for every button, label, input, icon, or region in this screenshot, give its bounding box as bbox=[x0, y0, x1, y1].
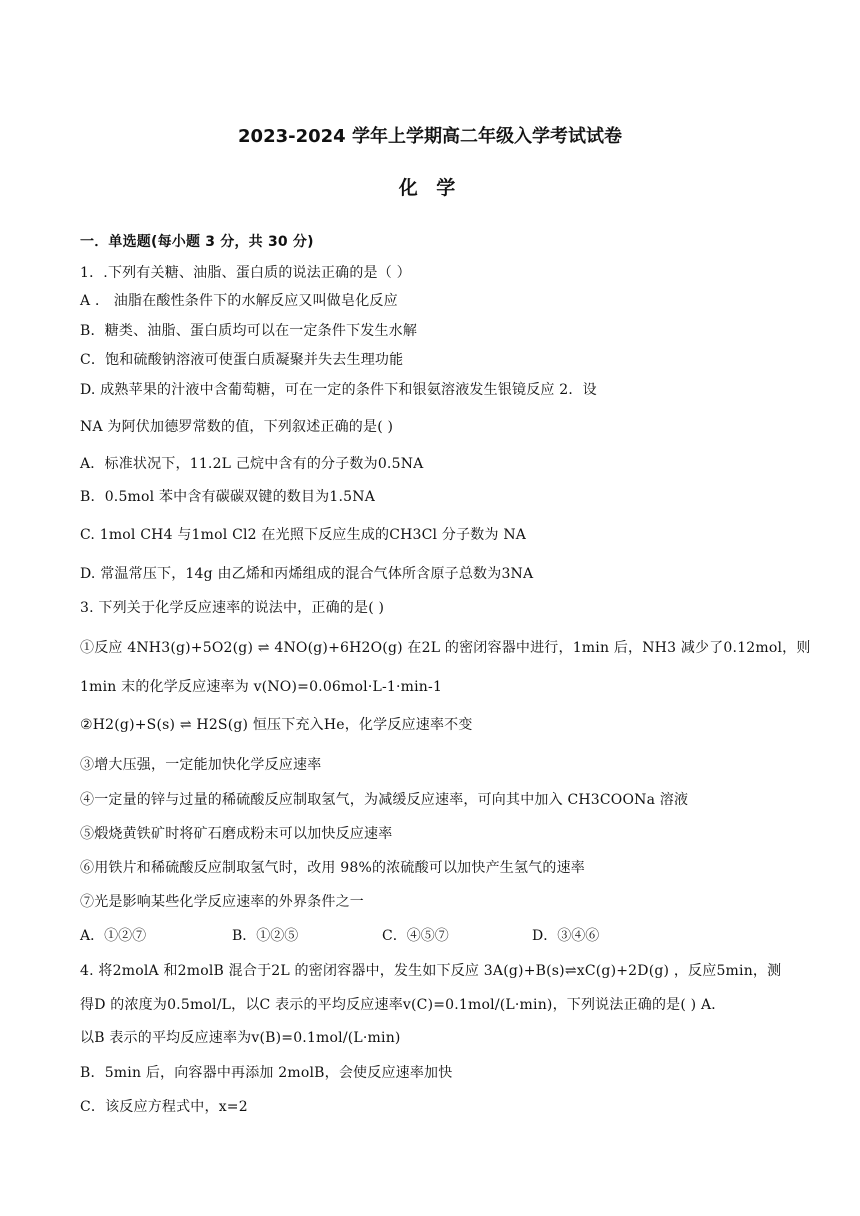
question-line: 3. 下列关于化学反应速率的说法中，正确的是( ) bbox=[80, 600, 385, 616]
question-line: C. 1mol CH4 与1mol Cl2 在光照下反应生成的CH3Cl 分子数为 NA bbox=[80, 527, 527, 543]
question-line: 1min 末的化学反应速率为 v(NO)=0.06mol·L-1·min-1 bbox=[80, 679, 443, 695]
exam-title: 2023-2024 学年上学期高二年级入学考试试卷 bbox=[238, 126, 622, 147]
question-line: ③增大压强，一定能加快化学反应速率 bbox=[80, 757, 322, 773]
option-c: C．④⑤⑦ bbox=[382, 928, 449, 944]
question-line: 以B 表示的平均反应速率为v(B)=0.1mol/(L·min) bbox=[80, 1030, 401, 1046]
question-line: ⑤煅烧黄铁矿时将矿石磨成粉末可以加快反应速率 bbox=[80, 826, 393, 842]
question-line: ②H2(g)+S(s) ⇌ H2S(g) 恒压下充入He，化学反应速率不变 bbox=[80, 717, 473, 733]
question-line: A．标准状况下，11.2L 己烷中含有的分子数为0.5NA bbox=[80, 456, 424, 472]
option-d: D．③④⑥ bbox=[532, 928, 600, 944]
question-line: 1．.下列有关糖、油脂、蛋白质的说法正确的是（ ） bbox=[80, 265, 411, 281]
question-line: ①反应 4NH3(g)+5O2(g) ⇌ 4NO(g)+6H2O(g) 在2L 的密闭容器中进行，1min 后，NH3 减少了0.12mol，则 bbox=[80, 640, 811, 656]
option-b: B．①②⑤ bbox=[232, 928, 299, 944]
option-a: A．①②⑦ bbox=[80, 928, 147, 944]
question-line: B．糖类、油脂、蛋白质均可以在一定条件下发生水解 bbox=[80, 323, 418, 339]
question-line: D. 成熟苹果的汁液中含葡萄糖，可在一定的条件下和银氨溶液发生银镜反应 2．设 bbox=[80, 382, 597, 398]
question-line: ⑥用铁片和稀硫酸反应制取氢气时，改用 98%的浓硫酸可以加快产生氢气的速率 bbox=[80, 860, 585, 876]
question-line: C．该反应方程式中，x=2 bbox=[80, 1099, 248, 1115]
section-heading: 一．单选题(每小题 3 分，共 30 分) bbox=[80, 234, 314, 250]
question-line: ④一定量的锌与过量的稀硫酸反应制取氢气，为减缓反应速率，可向其中加入 CH3COONa 溶液 bbox=[80, 792, 689, 808]
question-line: ⑦光是影响某些化学反应速率的外界条件之一 bbox=[80, 894, 364, 910]
question-line: B．5min 后，向容器中再添加 2molB，会使反应速率加快 bbox=[80, 1065, 453, 1081]
question-line: D. 常温常压下，14g 由乙烯和丙烯组成的混合气体所含原子总数为3NA bbox=[80, 566, 534, 582]
question-line: NA 为阿伏加德罗常数的值，下列叙述正确的是( ) bbox=[80, 419, 394, 435]
subject-title: 化 学 bbox=[398, 177, 462, 199]
question-line: A ． 油脂在酸性条件下的水解反应又叫做皂化反应 bbox=[80, 293, 398, 309]
question-line: B．0.5mol 苯中含有碳碳双键的数目为1.5NA bbox=[80, 489, 376, 505]
question-line: C．饱和硫酸钠溶液可使蛋白质凝聚并失去生理功能 bbox=[80, 352, 404, 368]
question-line: 4. 将2molA 和2molB 混合于2L 的密闭容器中，发生如下反应 3A(g)+B(s)⇌xC(g)+2D(g) ，反应5min，测 bbox=[80, 963, 782, 979]
question-line: 得D 的浓度为0.5mol/L，以C 表示的平均反应速率v(C)=0.1mol/(L·min)，下列说法正确的是( ) A． bbox=[80, 997, 726, 1013]
